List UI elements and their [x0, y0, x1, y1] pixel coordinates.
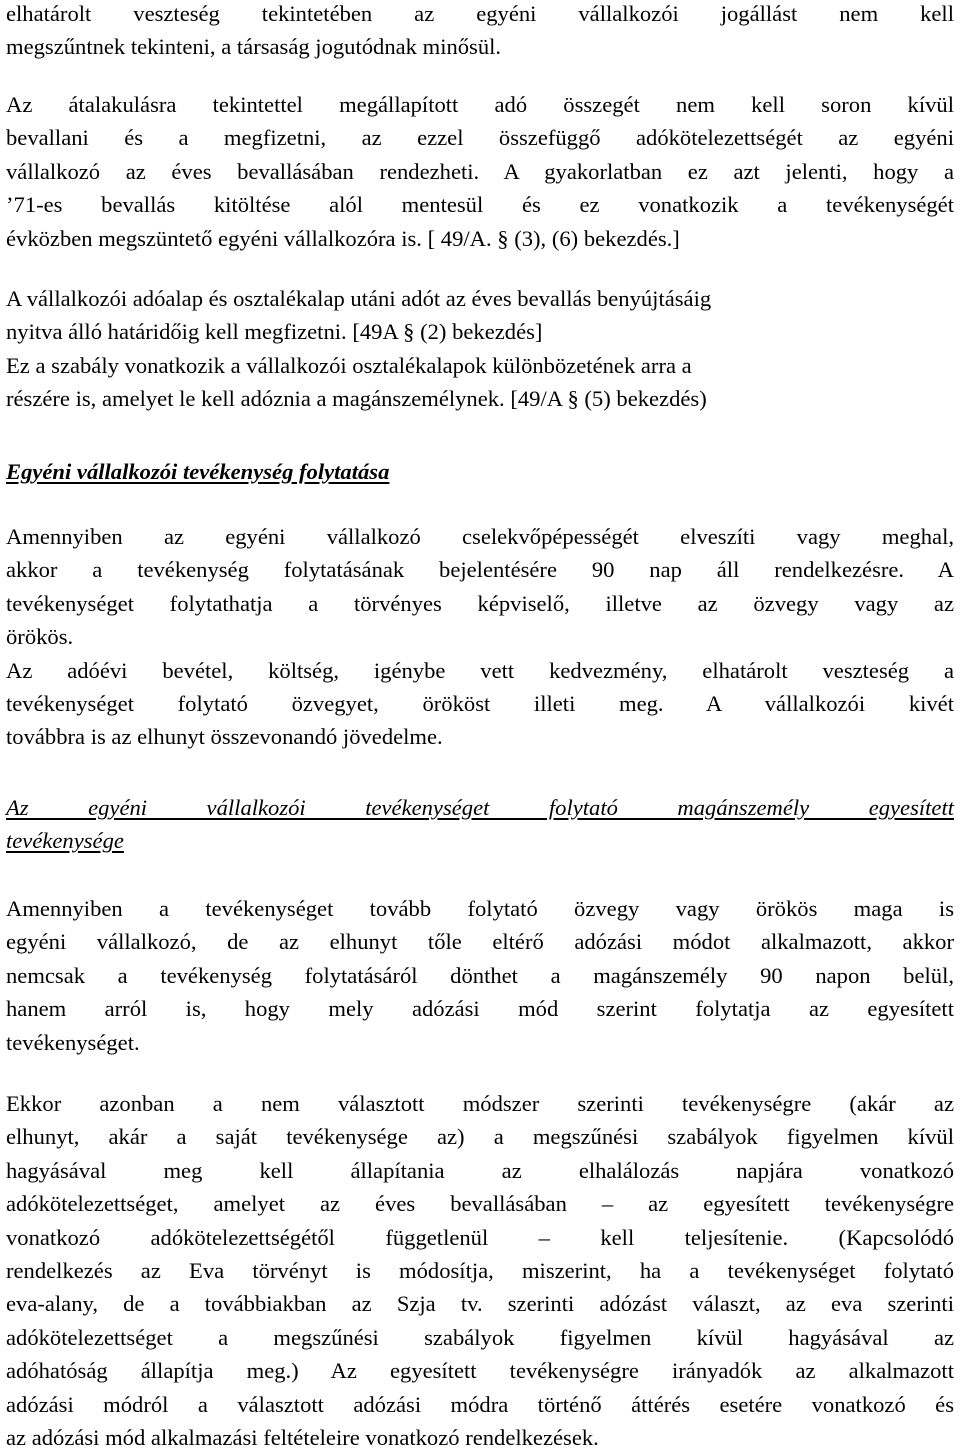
paragraph-4	[6, 520, 954, 754]
paragraph-5	[6, 892, 954, 1059]
text-line: tevékenységet folytató özvegyet, örököst illeti meg. A vállalkozói kivét	[6, 691, 954, 717]
text-line: Amennyiben az egyéni vállalkozó cselekvőpépességét elveszíti vagy meghal,	[6, 524, 954, 549]
text-line: Ekkor azonban a nem választott módszer szerinti tevékenységre (akár az	[6, 1091, 954, 1116]
text-line: tevékenységet folytathatja a törvényes képviselő, illetve az özvegy vagy az	[6, 590, 954, 616]
text-line: egyéni vállalkozó, de az elhunyt tőle eltérő adózási módot alkalmazott, akkor	[6, 929, 954, 955]
text-line: az adózási mód alkalmazási feltételeire vonatkozó rendelkezések.	[6, 1425, 599, 1451]
text-line: A vállalkozói adóalap és osztalékalap utáni adót az éves bevallás benyújtásáig	[6, 286, 712, 311]
text-line: elhunyt, akár a saját tevékenysége az) a megszűnési szabályok figyelmen kívül	[6, 1124, 954, 1150]
text-line: adókötelezettséget a megszűnési szabályok figyelmen kívül hagyásával az	[6, 1324, 954, 1350]
text-line: Az adóévi bevétel, költség, igénybe vett kedvezmény, elhatárolt veszteség a	[6, 657, 954, 683]
paragraph-6	[6, 1087, 954, 1454]
text-line: továbbra is az elhunyt összevonandó jövedelme.	[6, 724, 443, 750]
text-line: akkor a tevékenység folytatásának bejelentésére 90 nap áll rendelkezésre. A	[6, 557, 954, 583]
text-line: elhatárolt veszteség tekintetében az egyéni vállalkozói jogállást nem kell	[6, 1, 954, 26]
text-line: nemcsak a tevékenység folytatásáról dönthet a magánszemély 90 napon belül,	[6, 962, 954, 988]
text-line: nyitva álló határidőig kell megfizetni. [49A § (2) bekezdés]	[6, 319, 543, 345]
text-line: örökös.	[6, 624, 74, 650]
heading-line: tevékenysége	[6, 828, 124, 854]
text-line: részére is, amelyet le kell adóznia a magánszemélynek. [49/A § (5) bekezdés)	[6, 386, 707, 412]
subsection-heading	[6, 791, 954, 858]
text-line: adókötelezettséget, amelyet az éves bevallásában – az egyesített tevékenységre	[6, 1191, 954, 1217]
text-line: hagyásával meg kell állapítania az elhalálozás napjára vonatkozó	[6, 1157, 954, 1183]
text-line: Ez a szabály vonatkozik a vállalkozói osztalékalapok különbözetének arra a	[6, 352, 692, 378]
text-line: Amennyiben a tevékenységet tovább folytató özvegy vagy örökös maga is	[6, 896, 954, 921]
text-line: évközben megszüntető egyéni vállalkozóra is. [ 49/A. § (3), (6) bekezdés.]	[6, 225, 680, 251]
heading-line: Az egyéni vállalkozói tevékenységet folytató magánszemély egyesített	[6, 795, 954, 820]
text-line: rendelkezés az Eva törvényt is módosítja, miszerint, ha a tevékenységet folytató	[6, 1258, 954, 1284]
text-line: vonatkozó adókötelezettségétől függetlenül – kell teljesítenie. (Kapcsolódó	[6, 1224, 954, 1250]
text-line: adózási módról a választott adózási módra történő áttérés esetére vonatkozó és	[6, 1391, 954, 1417]
text-line: eva-alany, de a továbbiakban az Szja tv. szerinti adózást választ, az eva szerinti	[6, 1291, 954, 1317]
paragraph-1	[6, 0, 954, 64]
paragraph-2	[6, 88, 954, 255]
text-line: bevallani és a megfizetni, az ezzel összefüggő adókötelezettségét az egyéni	[6, 125, 954, 151]
section-heading: Egyéni vállalkozói tevékenység folytatása	[6, 459, 390, 484]
text-line: adóhatóság állapítja meg.) Az egyesített tevékenységre irányadók az alkalmazott	[6, 1358, 954, 1384]
paragraph-3	[6, 282, 954, 416]
text-line: hanem arról is, hogy mely adózási mód szerint folytatja az egyesített	[6, 996, 954, 1022]
text-line: ’71-es bevallás kitöltése alól mentesül és ez vonatkozik a tevékenységét	[6, 192, 954, 218]
text-line: vállalkozó az éves bevallásában rendezheti. A gyakorlatban ez azt jelenti, hogy a	[6, 158, 954, 184]
text-line: megszűntnek tekinteni, a társaság jogutódnak minősül.	[6, 34, 502, 60]
text-line: tevékenységet.	[6, 1029, 140, 1055]
text-line: Az átalakulásra tekintettel megállapított adó összegét nem kell soron kívül	[6, 92, 954, 117]
